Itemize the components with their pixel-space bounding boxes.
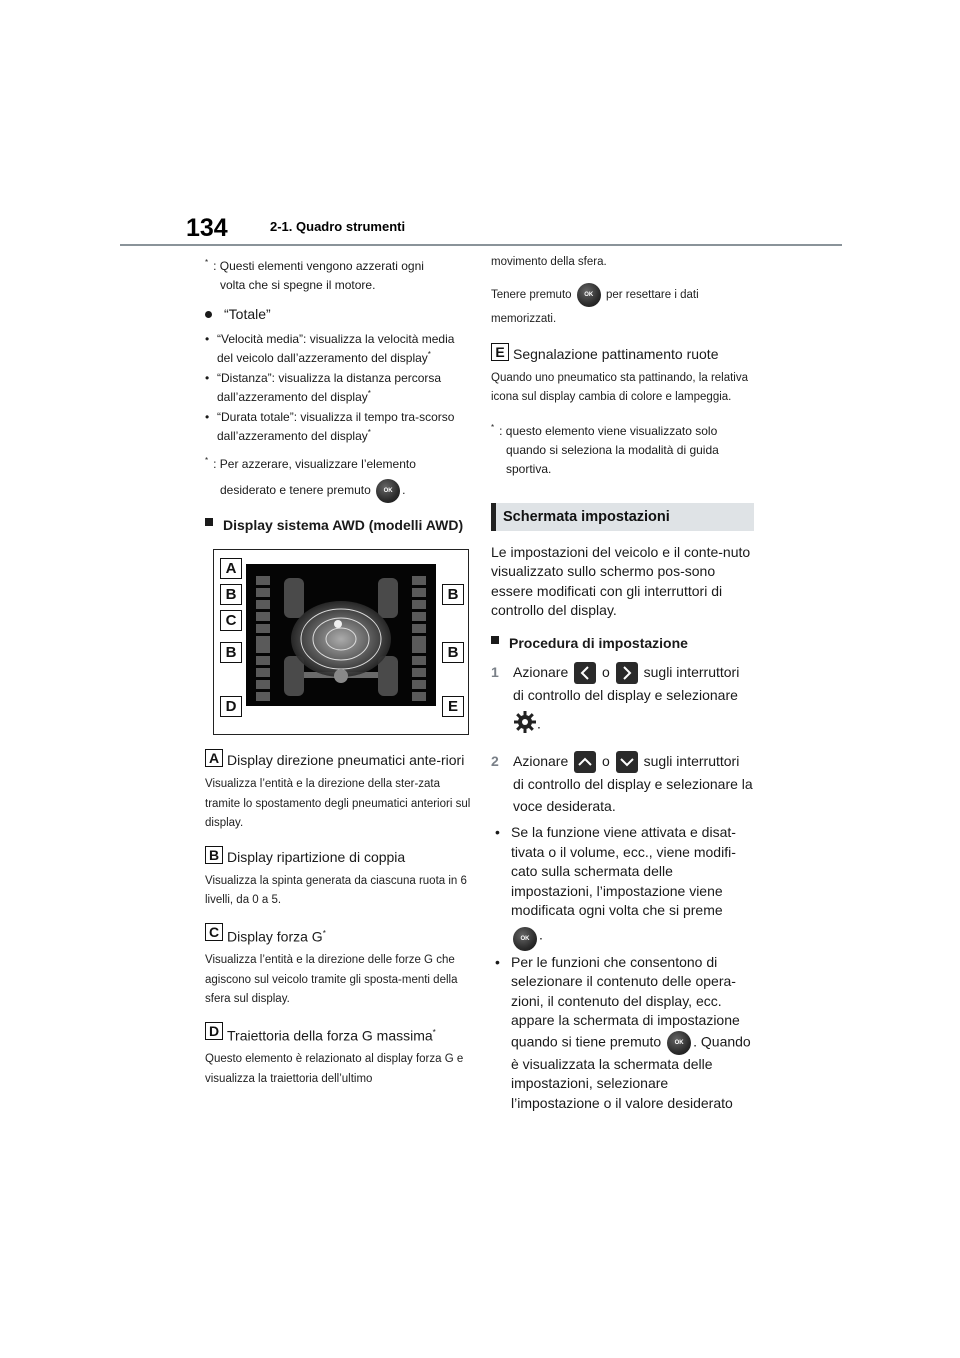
diagram-label-c: C xyxy=(220,610,242,631)
reset-note: * : Questi elementi vengono azzerati ogni volta che si spegne il motore. xyxy=(205,258,424,292)
diagram-label-b: B xyxy=(442,584,464,605)
list-item: • “Durata totale”: visualizza il tempo tra-scorso dall’azzeramento del display* xyxy=(205,409,471,444)
settings-screen-banner: Schermata impostazioni xyxy=(491,503,754,531)
totale-list xyxy=(205,331,471,444)
awd-illustration xyxy=(246,564,436,706)
list-item: • Per le funzioni che consentono di selezionare il contenuto delle opera-zioni, il contenuto del display, ecc. appare la schermata di impostazione quando si tiene premuto OK . Quando è visualizzata la schermata delle impostazioni, selezionare l’impostazione o il valore desiderato xyxy=(491,953,753,1114)
awd-display-diagram xyxy=(213,549,469,735)
chevron-up-icon xyxy=(574,751,596,773)
bullet-dot-icon xyxy=(205,311,212,318)
step-2: 2 Azionare o sugli interruttori di controllo del display e selezionare la voce desiderata. xyxy=(491,752,753,815)
square-bullet-icon xyxy=(491,636,499,644)
label-d: D xyxy=(205,1022,223,1040)
page-number: 134 xyxy=(186,214,228,242)
gear-icon xyxy=(513,710,537,740)
diagram-label-d: D xyxy=(220,696,242,717)
label-b: B xyxy=(205,846,223,864)
item-d: D Traiettoria della forza G massima* Questo elemento è relazionato al display forza G e visualizza la traiettoria dell’ultimo xyxy=(205,1022,464,1085)
chevron-down-icon xyxy=(616,751,638,773)
totale-heading: “Totale” xyxy=(205,306,471,322)
procedure-heading: Procedura di impostazione xyxy=(491,633,753,653)
label-c: C xyxy=(205,923,223,941)
awd-heading: Display sistema AWD (modelli AWD) xyxy=(205,515,471,535)
label-a: A xyxy=(205,749,223,767)
label-e: E xyxy=(491,343,509,361)
square-bullet-icon xyxy=(205,518,213,526)
hold-reset-text: Tenere premuto OK per resettare i dati memorizzati. xyxy=(491,283,753,331)
ok-button-icon: OK xyxy=(376,479,400,503)
right-column: movimento della sfera. Tenere premuto OK per resettare i dati memorizzati. E Segnalazione pattinamento ruote Quando uno pneumatico sta pattinando, la relativa icona sul display cambia di colore e lampeggia. * : questo elemento viene visualizzato solo quando si seleziona la modalità di guida sportiva. Schermata impostazioni Le impostazioni del veicolo e il conte-nuto visualizzato sullo schermo pos-sono essere modificati con gli interruttori di controllo del display. Procedura di impostazione 1 Azionare o sugli interruttori di controllo del display e selezionare . 2 Azionare o sugli interruttori di controllo del display e selezionare la voce desiderata. • Se la funzione viene attivata e disat-tivata o il volume, ecc., viene modifi-cato sulla schermata delle impostazioni, l’impostazione viene modificata ogni volta che si preme OK . • Per le funzioni che consentono di selezionare il contenuto delle opera-zioni, il contenuto del display, ecc. appare la schermata di impostazione quando si tiene premuto OK . Quando è visualizzata la schermata delle impostazioni, selezionare l’impostazione o il valore desiderato xyxy=(491,253,753,1115)
diagram-label-b: B xyxy=(442,642,464,663)
item-a: A Display direzione pneumatici ante-riori Visualizza l’entità e la direzione della ster-zata tramite lo spostamento degli pneumatici anteriori sul display. xyxy=(205,750,471,829)
list-item: • “Distanza”: visualizza la distanza percorsa dall’azzeramento del display* xyxy=(205,370,471,405)
step-1: 1 Azionare o sugli interruttori di controllo del display e selezionare . xyxy=(491,661,753,744)
item-e: E Segnalazione pattinamento ruote Quando uno pneumatico sta pattinando, la relativa icona sul display cambia di colore e lampeggia. xyxy=(491,343,749,404)
item-c: C Display forza G* Visualizza l’entità e la direzione delle forze G che agiscono sul veicolo tramite gli sposta-menti della sfera sul display. xyxy=(205,923,458,1006)
ok-button-icon: OK xyxy=(667,1031,691,1055)
section-title: 2-1. Quadro strumenti xyxy=(270,219,406,234)
ok-button-icon: OK xyxy=(513,927,537,951)
diagram-label-b: B xyxy=(220,642,242,663)
header-rule xyxy=(120,244,842,246)
diagram-label-a: A xyxy=(220,558,242,579)
settings-intro: Le impostazioni del veicolo e il conte-nuto visualizzato sullo schermo pos-sono essere modificati con gli interruttori di controllo del display. xyxy=(491,543,751,619)
settings-notes-list xyxy=(491,823,753,1113)
chevron-right-icon xyxy=(616,662,638,684)
ok-button-icon: OK xyxy=(577,283,601,307)
chevron-left-icon xyxy=(574,662,596,684)
awd-screen xyxy=(246,564,436,706)
item-b: B Display ripartizione di coppia Visualizza la spinta generata da ciascuna ruota in 6 livelli, da 0 a 5. xyxy=(205,846,467,906)
left-column xyxy=(205,253,471,1099)
reset-instruction-note: * : Per azzerare, visualizzare l’elemento desiderato e tenere premuto OK . xyxy=(205,448,471,503)
list-item: • “Velocità media”: visualizza la velocità media del veicolo dall’azzeramento del display* xyxy=(205,331,471,366)
diagram-label-b: B xyxy=(220,584,242,605)
list-item: • Se la funzione viene attivata e disat-tivata o il volume, ecc., viene modifi-cato sulla schermata delle impostazioni, l’impostazione viene modificata ogni volta che si preme OK . xyxy=(491,823,753,951)
diagram-label-e: E xyxy=(442,696,464,717)
sport-mode-note: * : questo elemento viene visualizzato solo quando si seleziona la modalità di guida sportiva. xyxy=(491,422,719,476)
